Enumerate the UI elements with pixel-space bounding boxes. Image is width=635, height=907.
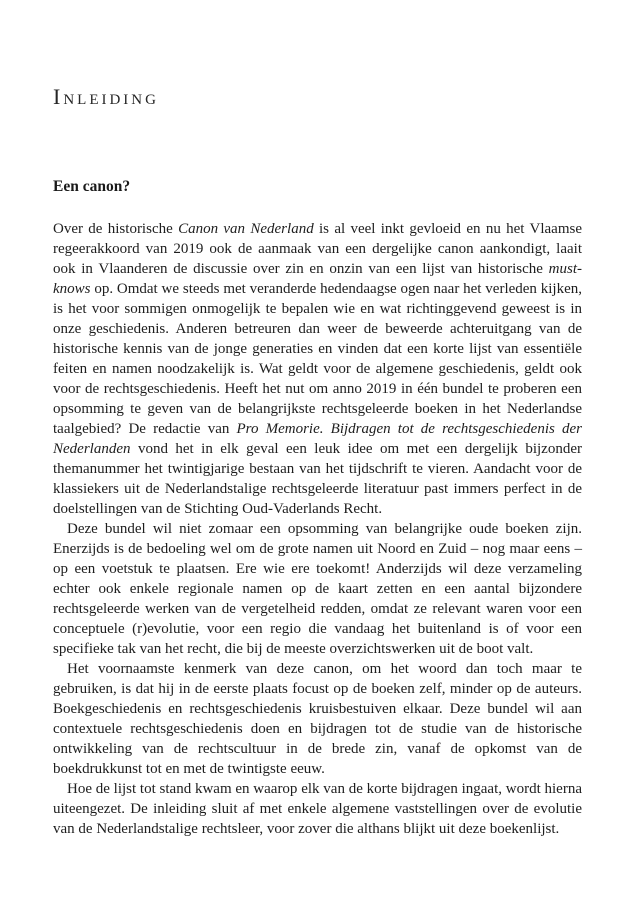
text-run: Hoe de lijst tot stand kwam en waarop elk van de korte bijdragen ingaat, wordt hierna uiteengezet. De inleiding sluit af met enkele algemene vaststellingen over de evolutie van de Nederlandstalige rechtsleer, voor zover die althans blijkt uit deze boekenlijst. [53,781,582,837]
italic-text-run: must-knows [53,261,582,297]
text-run: Deze bundel wil niet zomaar een opsomming van belangrijke oude boeken zijn. Enerzijds is de bedoeling wel om de grote namen uit Noord en Zuid – nog maar eens – op een voetstuk te plaatsen. Ere wie ere toekomt! Anderzijds wil deze verzameling echter ook enkele regionale namen op de kaart zetten en een aantal bijzondere rechtsgeleerde werken van de vergetelheid redden, omdat ze relevant waren voor een conceptuele (r)evolutie, voor een regio die vandaag het buitenland is of voor een specifieke tak van het recht, die bij de meeste overzichtswerken uit de boot valt. [53,521,582,657]
text-run: Het voornaamste kenmerk van deze canon, om het woord dan toch maar te gebruiken, is dat hij in de eerste plaats focust op de boeken zelf, minder op de auteurs. Boekgeschiedenis en rechtsgeschiedenis kruisbestuiven elkaar. Deze bundel wil aan contextuele rechtsgeschiedenis doen en bijdragen tot de studie van de historische ontwikkeling van de rechtscultuur in de brede zin, vanaf de opkomst van de boekdrukkunst tot en met de twintigste eeuw. [53,661,582,777]
text-run: Over de historische [53,221,179,237]
body-text [53,219,582,839]
paragraph [53,779,582,839]
section-heading: Een canon? [53,178,131,195]
italic-text-run: Pro Memorie. Bijdragen tot de rechtsgeschiedenis der Nederlanden [53,421,582,457]
text-run: op. Omdat we steeds met veranderde hedendaagse ogen naar het verleden kijken, is het voor sommigen onmogelijk te bepalen wie en wat richtinggevend geweest is in onze geschiedenis. Anderen betreuren dan weer de beweerde achteruitgang van de historische kennis van de jonge generaties en vinden dat een korte lijst van essentiële feiten en namen noodzakelijk is. Wat geldt voor de algemene geschiedenis, geldt ook voor de rechtsgeschiedenis. Heeft het nut om anno 2019 in één bundel te proberen een opsomming te geven van de belangrijkste rechtsgeleerde boeken in het Nederlandse taalgebied? De redactie van [53,281,582,437]
paragraph [53,219,582,519]
page-title: Inleiding [53,84,159,109]
paragraph [53,659,582,779]
italic-text-run: Canon van Nederland [178,221,314,237]
text-run: is al veel inkt gevloeid en nu het Vlaamse regeerakkoord van 2019 ook de aanmaak van een dergelijke canon aankondigt, laait ook in Vlaanderen de discussie over zin en onzin van een lijst van historische [53,221,582,277]
paragraph [53,519,582,659]
text-run: vond het in elk geval een leuk idee om met een dergelijk bijzonder themanummer het twintigjarige bestaan van het tijdschrift te vieren. Aandacht voor de klassiekers uit de Nederlandstalige rechtsgeleerde literatuur past immers perfect in de doelstellingen van de Stichting Oud-Vaderlands Recht. [53,441,582,517]
